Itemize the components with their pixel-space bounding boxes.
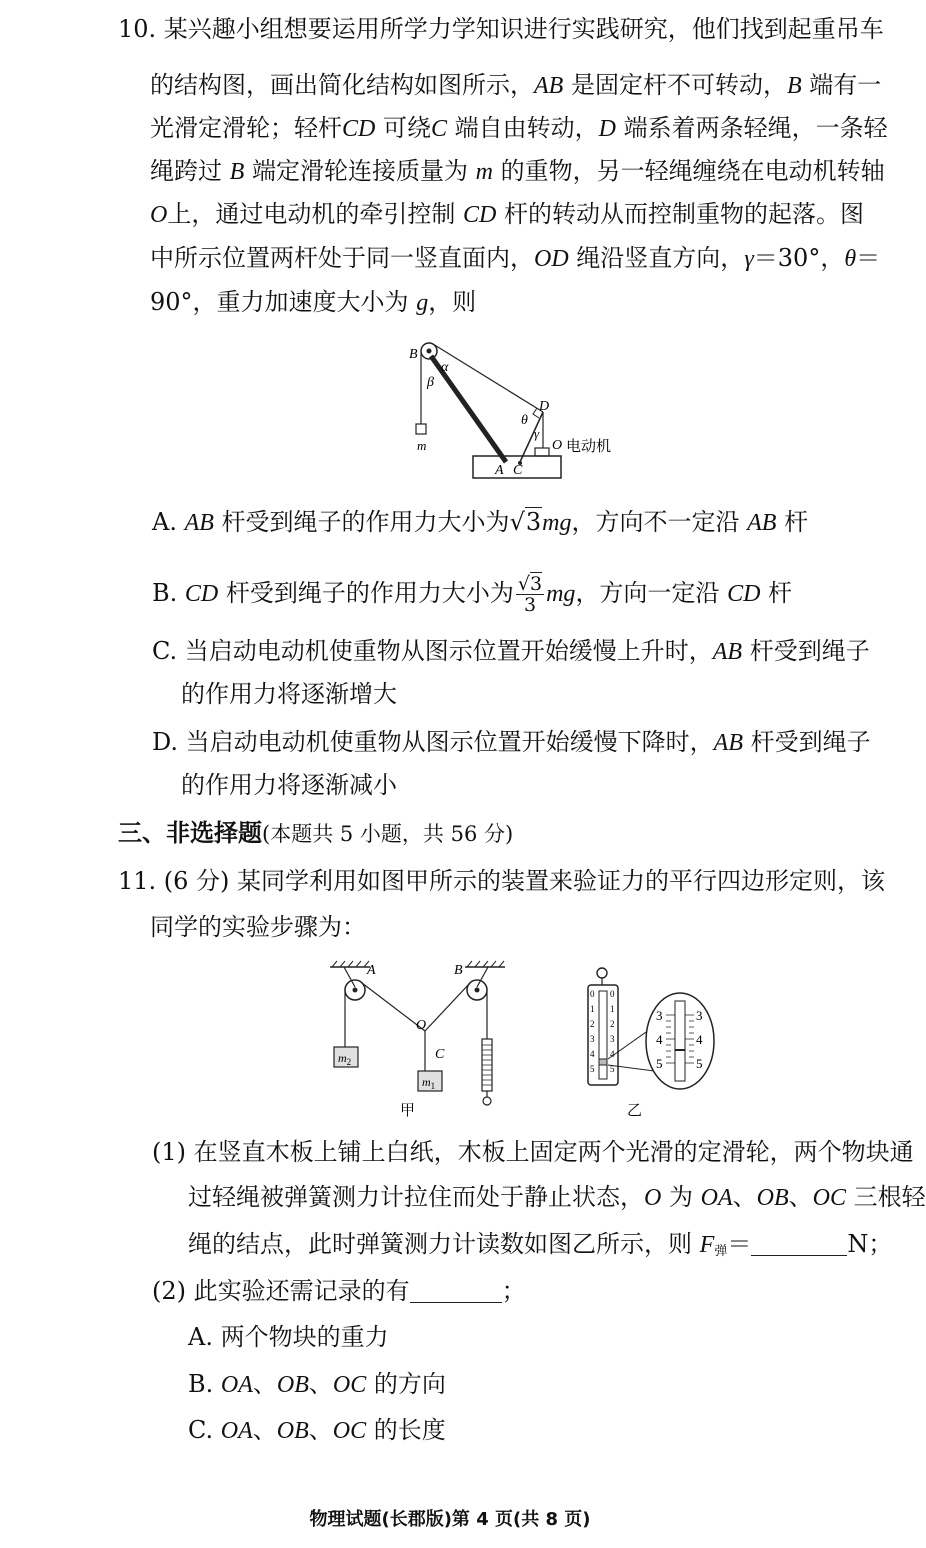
text: 90°，重力加速度大小为 <box>150 288 409 316</box>
var: OA <box>220 1372 253 1398</box>
text: 、 <box>308 1370 333 1398</box>
tick: 5 <box>590 1064 595 1074</box>
tick: 1 <box>610 1004 615 1014</box>
q11-option-a: A. 两个物块的重力 <box>188 1323 389 1351</box>
tick: 1 <box>590 1004 595 1014</box>
tick: 3 <box>610 1034 615 1044</box>
var: mg <box>546 581 576 607</box>
label-o: O <box>552 438 563 453</box>
q10-line-2 <box>150 70 881 101</box>
text: N； <box>847 1230 893 1258</box>
q10-option-d <box>152 727 871 758</box>
answer-blank-2[interactable] <box>410 1280 502 1303</box>
text: A. <box>152 508 185 536</box>
q10-option-a <box>152 507 808 538</box>
text: 绳的结点，此时弹簧测力计读数如图乙所示，则 <box>188 1230 700 1258</box>
rope-ob <box>425 983 470 1031</box>
tick: 5 <box>696 1056 703 1071</box>
text: C. 当启动电动机使重物从图示位置开始缓慢上升时， <box>152 637 713 665</box>
m-sub: 2 <box>346 1057 352 1067</box>
scale-top-ring <box>597 968 607 978</box>
var: OA <box>220 1418 253 1444</box>
denominator: 3 <box>523 594 537 616</box>
var: m <box>475 159 493 185</box>
text: ＝30°， <box>753 244 845 272</box>
var: mg <box>542 510 572 536</box>
var: AB <box>534 73 564 99</box>
var: OB <box>276 1418 309 1444</box>
m-sub: 1 <box>430 1081 436 1091</box>
tick: 5 <box>656 1056 663 1071</box>
text: ＝ <box>856 244 881 272</box>
page-footer: 物理试题(长郡版)第 4 页(共 8 页) <box>309 1509 591 1530</box>
text: ，则 <box>428 288 477 316</box>
var: C <box>430 116 447 142</box>
var: OB <box>756 1185 789 1211</box>
var: AB <box>747 510 777 536</box>
figure-yi <box>580 965 730 1120</box>
var: CD <box>342 116 376 142</box>
support-b <box>477 967 488 987</box>
var: F <box>699 1232 715 1258</box>
text: 杆受到绳子的作用力大小为 <box>218 579 514 607</box>
tick: 4 <box>610 1049 615 1059</box>
scale-labels-left <box>590 989 595 1074</box>
text: 的重物，另一轻绳缠绕在电动机转轴 <box>492 157 885 185</box>
text: 杆受到绳子 <box>742 728 871 756</box>
var: OD <box>534 246 569 272</box>
var: θ <box>844 246 857 272</box>
label-yi: 乙 <box>627 1103 643 1119</box>
q11-line-2: 同学的实验步骤为： <box>150 913 366 941</box>
text: 杆受到绳子的作用力大小为 <box>213 508 510 536</box>
label-b: B <box>454 963 463 978</box>
var: B <box>786 73 802 99</box>
ceiling-hatch-right <box>467 961 504 967</box>
q10-line-3 <box>150 113 888 144</box>
text: C. <box>188 1416 221 1444</box>
tick: 3 <box>590 1034 595 1044</box>
motor-shape <box>535 448 549 456</box>
text: 、 <box>308 1416 333 1444</box>
text: ，方向一定沿 <box>575 579 728 607</box>
label-c: C <box>435 1047 445 1062</box>
text: D. 当启动电动机使重物从图示位置开始缓慢下降时， <box>152 728 714 756</box>
label-theta: θ <box>521 413 528 428</box>
label-beta: β <box>427 375 434 390</box>
q11-line-1: 11. (6 分) 某同学利用如图甲所示的装置来验证力的平行四边形定则，该 <box>118 867 886 895</box>
text: 、 <box>252 1370 277 1398</box>
label-d: D <box>539 399 550 414</box>
text: 上，通过电动机的牵引控制 <box>167 200 456 228</box>
pulley-a-axle <box>353 988 358 993</box>
text: 三根轻 <box>845 1183 926 1211</box>
text: 中所示位置两杆处于同一竖直面内， <box>150 244 534 272</box>
text: B. <box>152 579 185 607</box>
q10-line-6 <box>150 243 880 274</box>
text: 的方向 <box>366 1370 446 1398</box>
q10-option-c <box>152 636 870 667</box>
text: 可绕 <box>375 114 431 142</box>
var: CD <box>727 581 761 607</box>
var: OC <box>332 1418 367 1444</box>
label-jia: 甲 <box>400 1103 416 1119</box>
text: 端有一 <box>801 71 882 99</box>
text: ，方向不一定沿 <box>571 508 748 536</box>
var: AB <box>713 730 743 756</box>
var: g <box>416 290 429 316</box>
numerator: √3 <box>517 573 543 595</box>
var: B <box>229 159 245 185</box>
var: γ <box>744 246 754 272</box>
text: 是固定杆不可转动， <box>563 71 787 99</box>
tick: 0 <box>610 989 615 999</box>
scale-ticks <box>482 1045 492 1085</box>
scale-ring <box>483 1097 491 1105</box>
var: D <box>598 116 616 142</box>
tick: 4 <box>656 1032 663 1047</box>
q10-option-b <box>152 574 792 615</box>
q10-line-7 <box>150 287 476 318</box>
q11-step1-line3 <box>188 1229 892 1267</box>
weight-m <box>416 424 426 434</box>
var: OC <box>812 1185 846 1211</box>
text: (2) 此实验还需记录的有 <box>152 1277 410 1305</box>
tick: 2 <box>610 1019 615 1029</box>
m-letter: m <box>422 1075 431 1089</box>
tick: 4 <box>590 1049 595 1059</box>
label-gamma: γ <box>534 426 540 441</box>
var: AB <box>712 639 743 665</box>
text: 的结构图，画出简化结构如图所示， <box>150 71 534 99</box>
text: 、 <box>788 1183 813 1211</box>
var: CD <box>184 581 219 607</box>
support-a <box>344 967 355 987</box>
tick: 4 <box>696 1032 703 1047</box>
text: 端自由转动， <box>447 114 599 142</box>
tick: 0 <box>590 989 595 999</box>
q10-line-1: 10. 某兴趣小组想要运用所学力学知识进行实践研究，他们找到起重吊车 <box>118 15 884 43</box>
q10-option-c-line2: 的作用力将逐渐增大 <box>181 680 397 708</box>
label-a: A <box>367 963 376 978</box>
var: OB <box>276 1372 309 1398</box>
label-alpha: α <box>441 360 449 375</box>
var: OC <box>332 1372 367 1398</box>
text: 杆的转动从而控制重物的起落。图 <box>496 200 864 228</box>
text: 端定滑轮连接质量为 <box>244 157 468 185</box>
label-m: m <box>417 438 427 453</box>
var: CD <box>462 202 497 228</box>
text: 杆受到绳子 <box>742 637 870 665</box>
tick: 5 <box>610 1064 615 1074</box>
scale-pointer <box>599 1059 607 1065</box>
text: ＝ <box>727 1230 752 1258</box>
q11-option-c <box>188 1415 446 1446</box>
text: 的长度 <box>366 1416 446 1444</box>
text: 端系着两条轻绳，一条轻 <box>615 114 888 142</box>
tick: 3 <box>656 1008 663 1023</box>
var: O <box>150 202 168 228</box>
label-o: O <box>416 1018 427 1033</box>
tick: 3 <box>696 1008 703 1023</box>
label-motor: 电动机 <box>566 439 612 455</box>
q10-crane-figure <box>395 338 645 488</box>
subscript: 弹 <box>714 1244 728 1259</box>
sqrt: √3 <box>509 508 542 536</box>
answer-blank-f[interactable] <box>751 1233 847 1256</box>
q11-step1-line1: (1) 在竖直木板上铺上白纸，木板上固定两个光滑的定滑轮，两个物块通 <box>152 1138 914 1166</box>
label-c: C <box>513 463 523 478</box>
text: 、 <box>252 1416 277 1444</box>
text: 绳跨过 <box>150 157 222 185</box>
text: 为 <box>661 1183 701 1211</box>
radicand: 3 <box>525 508 542 536</box>
tick: 2 <box>590 1019 595 1029</box>
fraction <box>516 574 544 615</box>
pulley-b-axle <box>475 988 480 993</box>
q11-option-b <box>188 1369 446 1400</box>
section-3-heading <box>118 818 513 849</box>
scale-labels-right <box>610 989 615 1074</box>
text: ； <box>501 1277 526 1305</box>
label-b: B <box>409 347 418 362</box>
text: 、 <box>732 1183 757 1211</box>
figure-jia <box>320 955 515 1120</box>
q11-step2 <box>152 1276 526 1306</box>
text: 过轻绳被弹簧测力计拉住而处于静止状态， <box>188 1183 644 1211</box>
var: O <box>644 1185 662 1211</box>
var: OA <box>700 1185 733 1211</box>
text: 绳沿竖直方向， <box>568 244 745 272</box>
radicand: 3 <box>530 573 543 595</box>
label-a: A <box>495 463 504 478</box>
q10-line-5 <box>150 199 864 230</box>
q10-line-4 <box>150 156 885 187</box>
text: 光滑定滑轮；轻杆 <box>150 114 342 142</box>
ceiling-hatch-left <box>332 961 369 967</box>
text: 杆 <box>760 579 793 607</box>
text: 杆 <box>776 508 809 536</box>
section-title: 三、非选择题 <box>118 819 262 847</box>
text: B. <box>188 1370 221 1398</box>
q11-step1-line2 <box>188 1182 926 1213</box>
pulley-axle <box>427 349 432 354</box>
section-note: (本题共 5 小题，共 56 分) <box>262 822 514 846</box>
scale-slot <box>599 991 607 1079</box>
m-letter: m <box>338 1051 347 1065</box>
q10-option-d-line2: 的作用力将逐渐减小 <box>181 771 397 799</box>
var: AB <box>184 510 214 536</box>
